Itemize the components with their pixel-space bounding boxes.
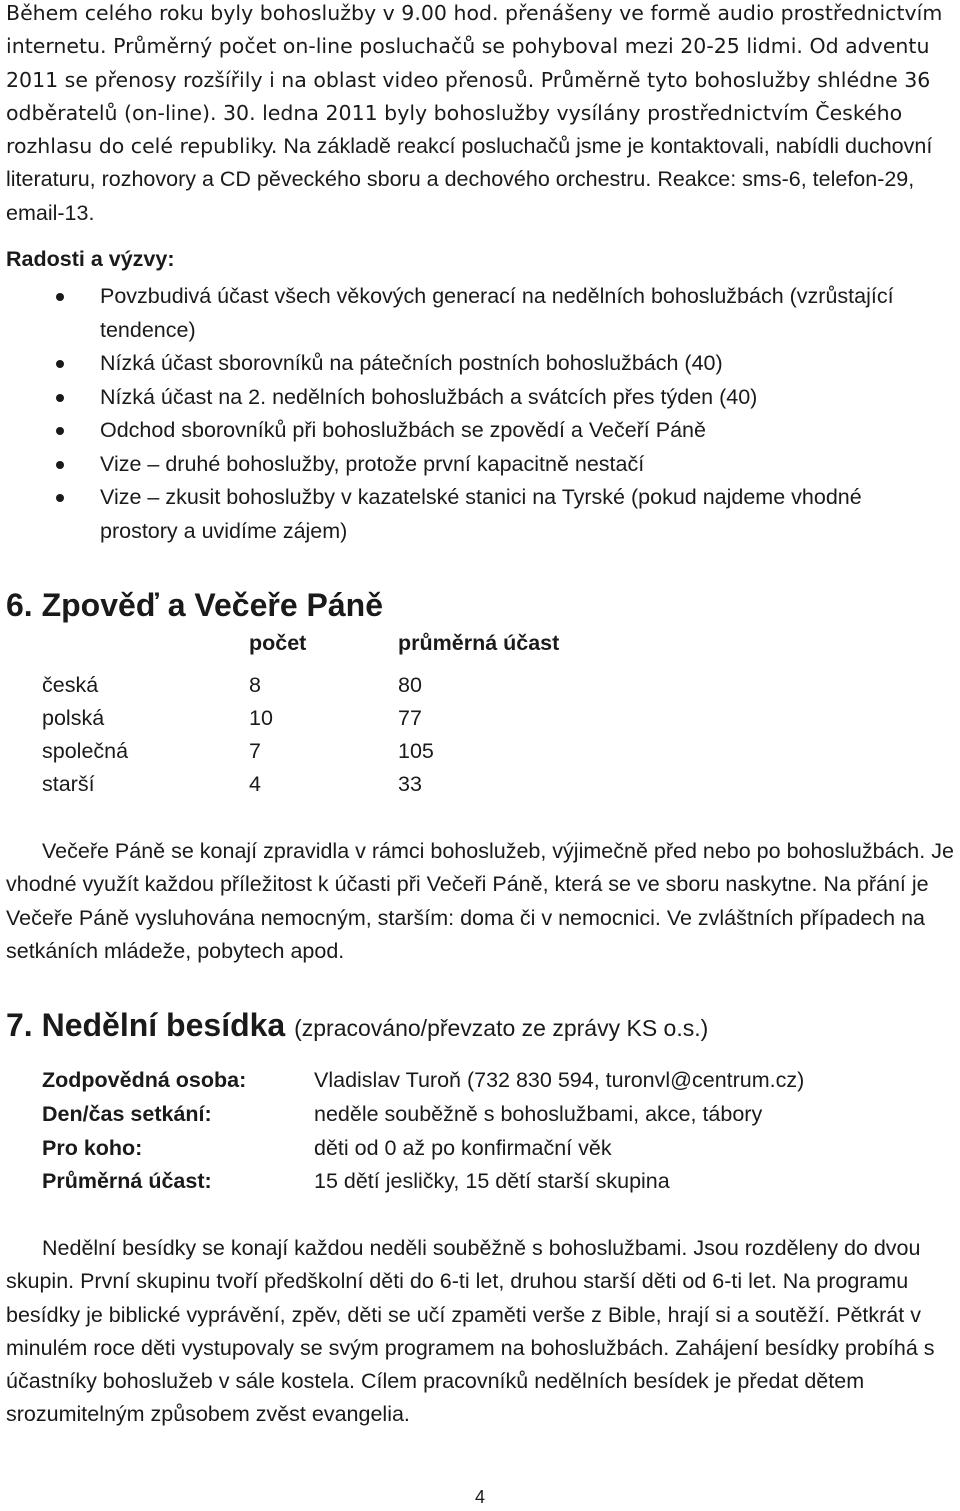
bullet-icon [56, 293, 64, 301]
table-cell: 8 [249, 673, 261, 697]
table-row [0, 768, 960, 801]
list-item [0, 381, 900, 415]
section-7-title: 7. Nedělní besídka [6, 1007, 286, 1043]
table-cell: 77 [398, 706, 422, 730]
table-cell: starší [42, 772, 95, 796]
list-item-text: Nízká účast na 2. nedělních bohoslužbách a svátcích přes týden (40) [100, 384, 758, 409]
list-item [0, 448, 900, 482]
challenges-label: Radosti a výzvy: [6, 247, 175, 271]
table-cell: 33 [398, 772, 422, 796]
list-item-text: Vize – druhé bohoslužby, protože první kapacitně nestačí [100, 451, 645, 476]
info-value: Vladislav Turoň (732 830 594, turonvl@centrum.cz) [314, 1068, 805, 1092]
list-item [0, 347, 900, 381]
table-cell: společná [42, 739, 129, 763]
table-cell: 7 [249, 739, 261, 763]
table-cell: česká [42, 673, 99, 697]
list-item [0, 481, 900, 548]
table-cell: 80 [398, 673, 422, 697]
section-7-subtitle: (zpracováno/převzato ze zprávy KS o.s.) [294, 1015, 709, 1041]
table-row [0, 702, 960, 735]
info-row [0, 1165, 960, 1198]
info-row [0, 1098, 960, 1131]
intro-paragraph [6, 0, 956, 230]
bullet-icon [56, 427, 64, 435]
list-item-text: Nízká účast sborovníků na pátečních postních bohoslužbách (40) [100, 351, 723, 375]
info-key: Zodpovědná osoba: [42, 1068, 247, 1092]
table-header-cell: počet [249, 631, 307, 655]
info-key: Pro koho: [42, 1136, 143, 1160]
challenges-list [0, 280, 960, 548]
table-cell: 4 [249, 772, 261, 796]
section-7-heading [6, 1005, 708, 1048]
section-6-paragraph: Večeře Páně se konají zpravidla v rámci bohoslužeb, výjimečně před nebo po bohoslužbách. Je vhodné využít každou příležitost k účasti při Večeři Páně, která se ve sboru naskytne. Na přání je Večeře Páně vysluhována nemocným, starším: doma či v nemocnici. Ve zvláštních případech na setkáních mládeže, pobytech apod. [6, 839, 954, 963]
table-header-cell: průměrná účast [398, 631, 560, 655]
info-row [0, 1064, 960, 1097]
bullet-icon [56, 461, 64, 469]
section-6-heading: 6. Zpověď a Večeře Páně [6, 587, 383, 623]
list-item-text: Povzbudivá účast všech věkových generací na nedělních bohoslužbách (vzrůstající tendence) [100, 284, 894, 342]
section-7-paragraph: Nedělní besídky se konají každou neděli souběžně s bohoslužbami. Jsou rozděleny do dvou skupin. První skupinu tvoří předškolní děti do 6-ti let, druhou starší děti od 6-ti let. Na programu besídky je biblické vyprávění, zpěv, děti se učí zpaměti verše z Bible, hrají si a soutěží. Pětkrát v minulém roce děti vystupovaly se svým programem na bohoslužbách. Zahájení besídky probíhá s účastníky bohoslužeb v sále kostela. Cílem pracovníků nedělních besídek je předat dětem srozumitelným způsobem zvěst evangelia. [6, 1236, 935, 1427]
table-cell: polská [42, 706, 105, 730]
table-row [0, 735, 960, 768]
bullet-icon [56, 360, 64, 368]
table-cell: 105 [398, 739, 434, 763]
page-number: 4 [474, 1487, 485, 1507]
list-item [0, 414, 900, 448]
list-item [0, 280, 900, 347]
info-key: Den/čas setkání: [42, 1102, 212, 1126]
info-value: neděle souběžně s bohoslužbami, akce, tábory [314, 1102, 763, 1126]
info-value: děti od 0 až po konfirmační věk [314, 1136, 612, 1160]
list-item-text: Vize – zkusit bohoslužby v kazatelské stanici na Tyrské (pokud najdeme vhodné prostory a uvidíme zájem) [100, 485, 862, 543]
bullet-icon [56, 494, 64, 502]
info-value: 15 dětí jesličky, 15 dětí starší skupina [314, 1169, 670, 1193]
table-row [0, 669, 960, 702]
list-item-text: Odchod sborovníků při bohoslužbách se zpovědí a Večeří Páně [100, 418, 706, 442]
intro-text-a: Během celého roku byly bohoslužby v 9.00 hod. přenášeny ve formě audio prostřednictvím internetu. Průměrný počet on-line posluchačů se pohyboval mezi 20-25 lidmi. Od adventu 2011 se přenosy rozšířily i na oblast video přenosů. Průměrně tyto bohoslužby shlédne 36 odběratelů (on-line). 30. ledna 2011 byly bohoslužby vysílány prostřednictvím Českého rozhlasu do celé republiky. [6, 1, 943, 159]
info-row [0, 1132, 960, 1165]
intro-text-b: Na základě reakcí posluchačů jsme je kontaktovali, nabídli duchovní literaturu, rozhovory a CD pěveckého sboru a dechového orchestru. Reakce: sms-6, telefon-29, email-13. [6, 134, 933, 225]
info-key: Průměrná účast: [42, 1169, 212, 1193]
bullet-icon [56, 394, 64, 402]
table-header-row [0, 627, 960, 660]
table-cell: 10 [249, 706, 273, 730]
